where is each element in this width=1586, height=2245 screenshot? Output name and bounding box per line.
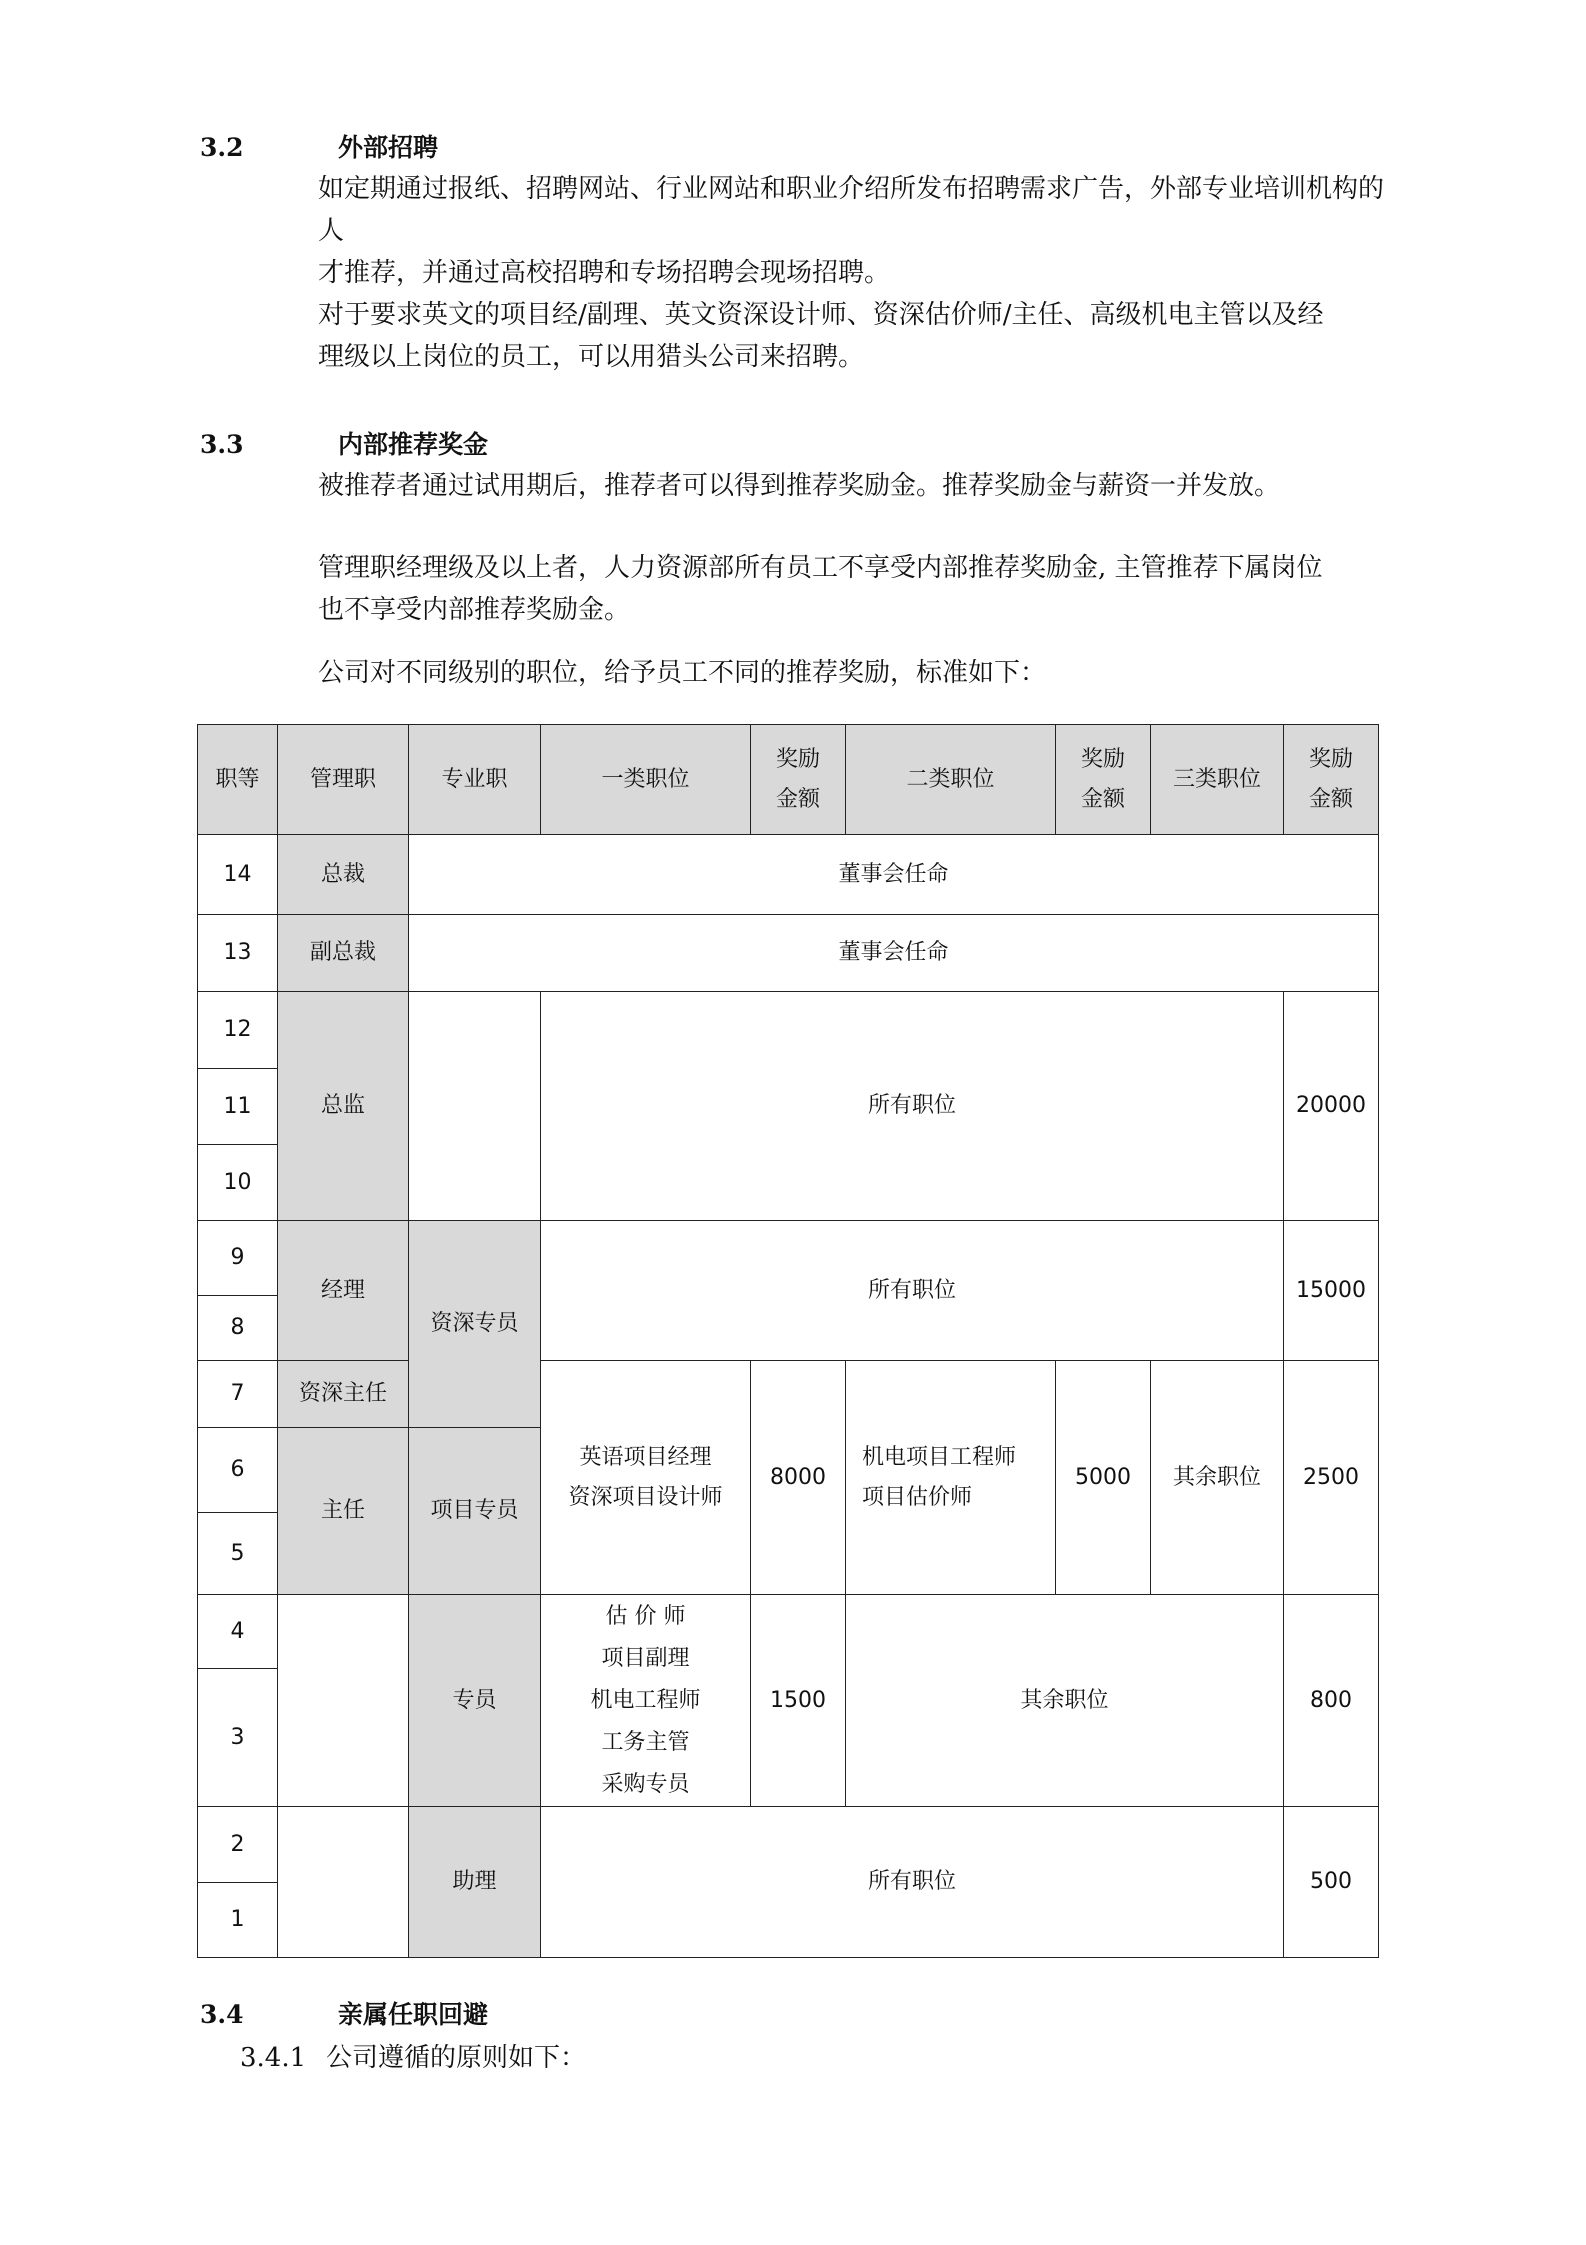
professional-cell: 资深专员 <box>409 1221 541 1428</box>
text-line: 对于要求英文的项目经/副理、英文资深设计师、资深估价师/主任、高级机电主管以及经 <box>318 300 1324 330</box>
paragraph <box>318 294 1408 378</box>
section-heading-3-4 <box>200 1995 488 2031</box>
text-line: 管理职经理级及以上者，人力资源部所有员工不享受内部推荐奖励金, 主管推荐下属岗位 <box>318 553 1323 583</box>
all-positions-cell: 所有职位 <box>541 1807 1284 1958</box>
table-row <box>198 1361 1379 1428</box>
grade-cell: 8 <box>198 1296 278 1361</box>
all-positions-cell: 所有职位 <box>541 992 1284 1221</box>
grade-cell: 2 <box>198 1807 278 1883</box>
subsection-3-4-1 <box>240 2037 586 2074</box>
text-line: 也不享受内部推荐奖励金。 <box>318 595 631 625</box>
table-row <box>198 1221 1379 1296</box>
table-row <box>198 915 1379 992</box>
professional-cell: 助理 <box>409 1807 541 1958</box>
management-cell: 经理 <box>278 1221 409 1361</box>
subsection-number: 3.4.1 <box>240 2043 307 2073</box>
section-title: 外部招聘 <box>338 133 439 162</box>
grade-cell: 7 <box>198 1361 278 1428</box>
category-2-positions-cell: 机电项目工程师 项目估价师 <box>846 1361 1056 1595</box>
section-number: 3.3 <box>200 430 244 459</box>
paragraph <box>318 465 1408 507</box>
header-bonus-amount: 奖励 金额 <box>1284 725 1379 835</box>
table-row <box>198 835 1379 915</box>
management-cell: 副总裁 <box>278 915 409 992</box>
professional-cell: 项目专员 <box>409 1428 541 1595</box>
grade-cell: 13 <box>198 915 278 992</box>
bonus-cell: 20000 <box>1284 992 1379 1221</box>
referral-bonus-table <box>197 724 1379 1958</box>
bonus-cell: 5000 <box>1056 1361 1151 1595</box>
grade-cell: 10 <box>198 1145 278 1221</box>
grade-cell: 3 <box>198 1669 278 1807</box>
bonus-cell: 500 <box>1284 1807 1379 1958</box>
grade-cell: 4 <box>198 1595 278 1669</box>
section-heading-3-3 <box>200 425 488 461</box>
text-line: 理级以上岗位的员工，可以用猎头公司来招聘。 <box>318 342 865 372</box>
all-positions-cell: 所有职位 <box>541 1221 1284 1361</box>
grade-cell: 12 <box>198 992 278 1069</box>
management-cell-empty <box>278 1807 409 1958</box>
table-header-row <box>198 725 1379 835</box>
header-category-3: 三类职位 <box>1151 725 1284 835</box>
professional-cell-empty <box>409 992 541 1221</box>
section-title: 内部推荐奖金 <box>338 430 489 459</box>
table-row <box>198 992 1379 1069</box>
header-bonus-amount: 奖励 金额 <box>1056 725 1151 835</box>
bonus-cell: 2500 <box>1284 1361 1379 1595</box>
bonus-cell: 8000 <box>751 1361 846 1595</box>
header-professional: 专业职 <box>409 725 541 835</box>
section-title: 亲属任职回避 <box>338 2000 489 2029</box>
paragraph <box>318 547 1408 631</box>
bonus-cell: 800 <box>1284 1595 1379 1807</box>
management-cell: 资深主任 <box>278 1361 409 1428</box>
board-appointment-cell: 董事会任命 <box>409 915 1379 992</box>
management-cell: 总裁 <box>278 835 409 915</box>
text-line: 公司对不同级别的职位，给予员工不同的推荐奖励，标准如下： <box>318 658 1047 688</box>
management-cell-empty <box>278 1595 409 1807</box>
text-line: 才推荐，并通过高校招聘和专场招聘会现场招聘。 <box>318 258 891 288</box>
category-3-positions-cell: 其余职位 <box>1151 1361 1284 1595</box>
management-cell: 总监 <box>278 992 409 1221</box>
grade-cell: 9 <box>198 1221 278 1296</box>
text-line: 如定期通过报纸、招聘网站、行业网站和职业介绍所发布招聘需求广告，外部专业培训机构的人 <box>318 174 1385 246</box>
header-category-1: 一类职位 <box>541 725 751 835</box>
professional-cell: 专员 <box>409 1595 541 1807</box>
section-heading-3-2 <box>200 128 438 164</box>
grade-cell: 14 <box>198 835 278 915</box>
bonus-cell: 15000 <box>1284 1221 1379 1361</box>
grade-cell: 11 <box>198 1069 278 1145</box>
grade-cell: 1 <box>198 1883 278 1958</box>
section-number: 3.2 <box>200 133 244 162</box>
header-category-2: 二类职位 <box>846 725 1056 835</box>
other-positions-cell: 其余职位 <box>846 1595 1284 1807</box>
paragraph <box>318 168 1408 294</box>
grade-cell: 6 <box>198 1428 278 1513</box>
bonus-cell: 1500 <box>751 1595 846 1807</box>
management-cell: 主任 <box>278 1428 409 1595</box>
grade-cell: 5 <box>198 1513 278 1595</box>
header-grade: 职等 <box>198 725 278 835</box>
board-appointment-cell: 董事会任命 <box>409 835 1379 915</box>
table-row <box>198 1807 1379 1883</box>
category-1-positions-cell: 估 价 师 项目副理 机电工程师 工务主管 采购专员 <box>541 1595 751 1807</box>
header-bonus-amount: 奖励 金额 <box>751 725 846 835</box>
paragraph <box>318 652 1408 694</box>
header-management: 管理职 <box>278 725 409 835</box>
category-1-positions-cell: 英语项目经理 资深项目设计师 <box>541 1361 751 1595</box>
section-number: 3.4 <box>200 2000 244 2029</box>
subsection-text: 公司遵循的原则如下： <box>326 2043 587 2073</box>
text-line: 被推荐者通过试用期后，推荐者可以得到推荐奖励金。推荐奖励金与薪资一并发放。 <box>318 471 1281 501</box>
table-row <box>198 1595 1379 1669</box>
